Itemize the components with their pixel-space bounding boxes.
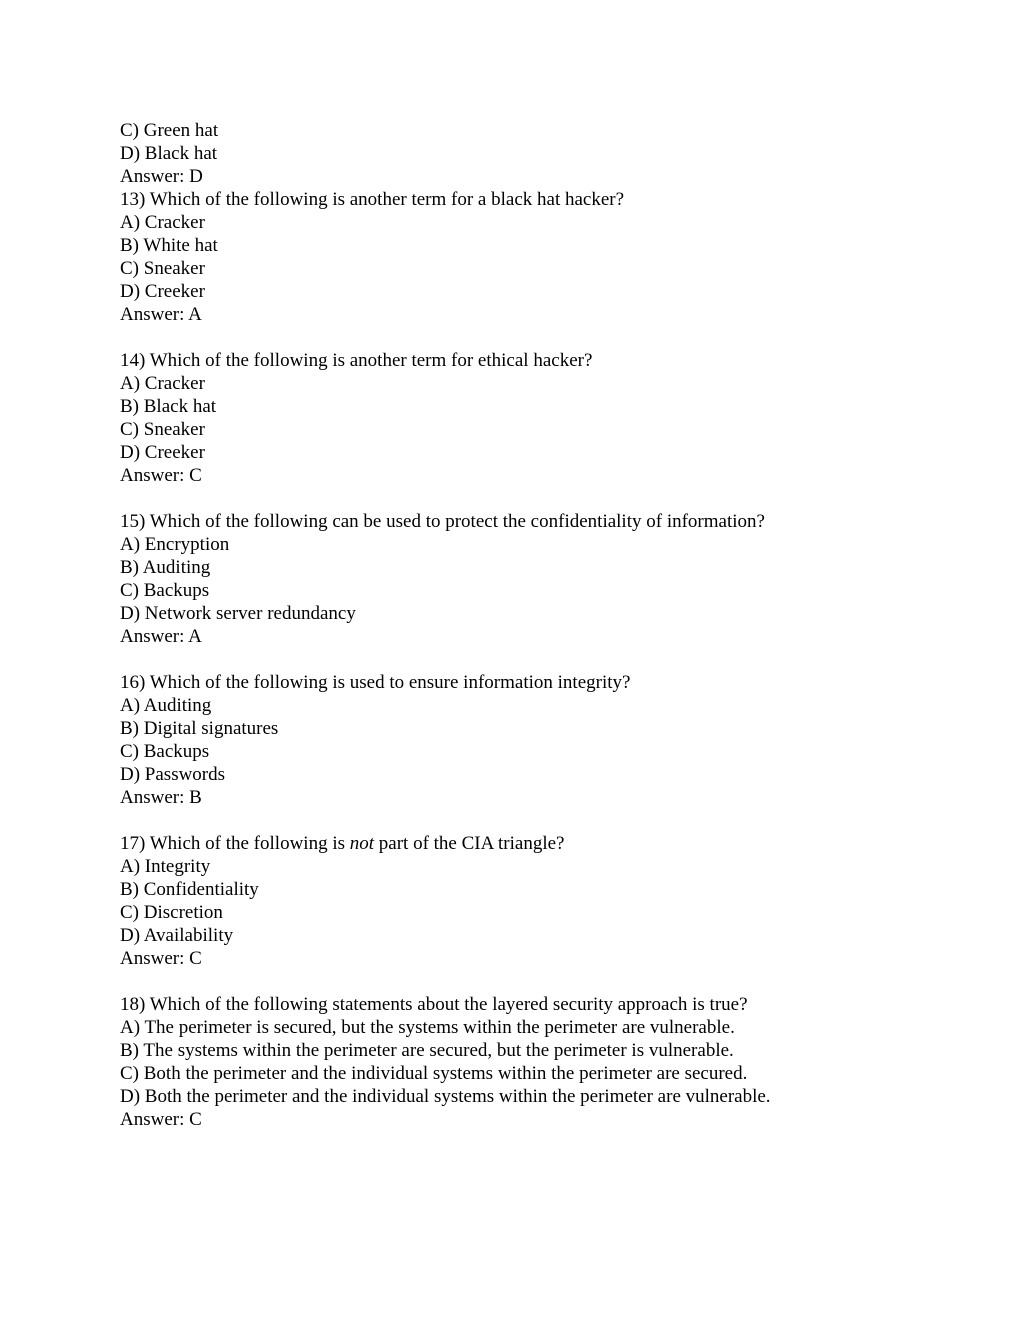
question-prompt: Which of the following statements about the layered security approach is true? [149, 994, 748, 1015]
question-number: 16) [120, 672, 146, 693]
option-d: D) Network server redundancy [120, 603, 356, 624]
option-c: C) Both the perimeter and the individual systems within the perimeter are secured. [120, 1063, 748, 1084]
answer-line: Answer: C [120, 465, 202, 486]
question-text [120, 832, 920, 855]
question-number: 17) [120, 833, 146, 854]
option-c: C) Sneaker [120, 258, 205, 279]
question-15 [120, 510, 920, 648]
question-13 [120, 188, 920, 326]
option-a: A) The perimeter is secured, but the systems within the perimeter are vulnerable. [120, 1017, 735, 1038]
question-text [120, 510, 920, 533]
spacer [120, 809, 920, 832]
option-d: D) Availability [120, 925, 234, 946]
question-text [120, 993, 920, 1016]
question-number: 18) [120, 994, 146, 1015]
option-d: D) Black hat [120, 143, 218, 164]
question-text [120, 349, 920, 372]
option-b: B) The systems within the perimeter are secured, but the perimeter is vulnerable. [120, 1040, 734, 1061]
question-16 [120, 671, 920, 809]
question-14 [120, 349, 920, 487]
answer-line: Answer: C [120, 948, 202, 969]
answer-line: Answer: A [120, 626, 202, 647]
option-c: C) Sneaker [120, 419, 205, 440]
option-c: C) Discretion [120, 902, 223, 923]
quiz-content [120, 119, 920, 1131]
spacer [120, 487, 920, 510]
option-b: B) Confidentiality [120, 879, 259, 900]
option-c: C) Backups [120, 580, 210, 601]
option-a: A) Cracker [120, 373, 205, 394]
option-d: D) Passwords [120, 764, 226, 785]
option-a: A) Cracker [120, 212, 205, 233]
question-text [120, 188, 920, 211]
question-prompt-after: part of the CIA triangle? [374, 833, 565, 854]
option-b: B) White hat [120, 235, 218, 256]
question-17 [120, 832, 920, 970]
spacer [120, 648, 920, 671]
option-c: C) Green hat [120, 120, 219, 141]
option-a: A) Integrity [120, 856, 211, 877]
option-d: D) Creeker [120, 281, 205, 302]
question-18 [120, 993, 920, 1131]
spacer [120, 970, 920, 993]
question-prompt: Which of the following can be used to protect the confidentiality of information? [149, 511, 765, 532]
option-d: D) Creeker [120, 442, 205, 463]
option-b: B) Digital signatures [120, 718, 279, 739]
question-number: 13) [120, 189, 146, 210]
question-12-continuation [120, 119, 920, 188]
question-number: 14) [120, 350, 146, 371]
question-emphasis: not [349, 833, 375, 854]
answer-line: Answer: D [120, 166, 203, 187]
option-b: B) Black hat [120, 396, 217, 417]
question-prompt: Which of the following is another term for ethical hacker? [149, 350, 593, 371]
option-a: A) Encryption [120, 534, 230, 555]
spacer [120, 326, 920, 349]
option-c: C) Backups [120, 741, 210, 762]
option-b: B) Auditing [120, 557, 211, 578]
answer-line: Answer: C [120, 1109, 202, 1130]
question-prompt-before: Which of the following is [149, 833, 350, 854]
answer-line: Answer: B [120, 787, 202, 808]
option-a: A) Auditing [120, 695, 212, 716]
question-number: 15) [120, 511, 146, 532]
answer-line: Answer: A [120, 304, 202, 325]
option-d: D) Both the perimeter and the individual systems within the perimeter are vulnerable. [120, 1086, 771, 1107]
question-prompt: Which of the following is used to ensure information integrity? [149, 672, 631, 693]
question-text [120, 671, 920, 694]
question-prompt: Which of the following is another term for a black hat hacker? [149, 189, 625, 210]
